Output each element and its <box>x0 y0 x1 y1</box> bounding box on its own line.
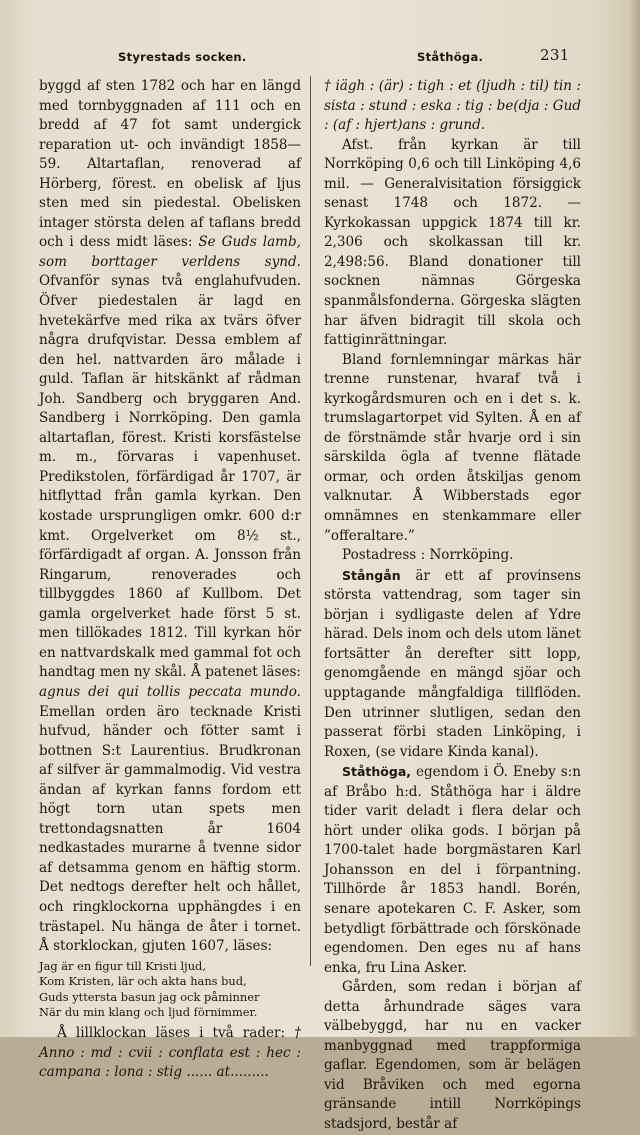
paragraph-text: byggd af sten 1782 och har en längd med tornbyggnaden af 111 och en bredd af 47 fot samt undergick reparation ut- och invändigt 1858—59. Altartaflan, renoverad af Hörberg, förest. en obelisk af ljus sten med sin piedestal. Obelisken intager största delen af taflans bredd och i dess midt läses: <box>39 78 301 251</box>
postal-address: Postadress : Norrköping. <box>342 547 514 564</box>
verse-line: Guds yttersta basun jag ock påminner <box>39 989 260 1004</box>
paragraph <box>39 77 301 957</box>
latin-inscription: agnus dei qui tollis peccata mundo. <box>39 683 301 700</box>
page-edge-shadow <box>628 0 640 1037</box>
latin-inscription: † Anno : md : cvii : conflata est : hec : campana : lona : stig ...... at......... <box>39 1024 301 1081</box>
right-column <box>324 77 581 1135</box>
paragraph-text: egendom i Ö. Eneby s:n af Bråbo h:d. Ståthöga har i äldre tider varit deladt i flera delar och hört under olika gods. I början på 1700-talet hade borgmästaren Karl Johansson en del i förpantning. Tillhörde år 1853 handl. Borén, senare apotekaren C. F. Asker, som betydligt förbättrade och förskönade egendomen. Den eges nu af hans enka, fru Lina Asker. <box>324 764 581 976</box>
paragraph-text: är ett af provinsens största vattendrag, som tager sin början i sydligaste delen af Ydre härad. Dels inom och dels utom länet fortsätter ån derefter sitt lopp, genomgående en mängd sjöar och upptagande mångfaldiga tillflöden. Den utrinner slutligen, sedan den passerat förbi staden Linköping, i Roxen, (se vidare Kinda kanal). <box>324 567 581 760</box>
verse-line: Kom Kristen, lär och akta hans bud, <box>39 974 247 989</box>
paragraph-text: Emellan orden äro tecknade Kristi hufvud, händer och fötter samt i bottnen S:t Laurentius. Brudkronan af silfver är gammalmodig. Vid vestra ändan af kyrkan fanns fordom ett högt torn utan spets men trettondagsnatten år 1604 nedkastades murarne å tvenne sidor af detsamma genom en häftig storm. Det nedtogs derefter helt och hållet, och ringklockorna upphängdes i en trästapel. Nu hänga de åter i tornet. Å storklockan, gjuten 1607, läses: <box>39 703 301 955</box>
bell-inscription-verse <box>39 959 301 1021</box>
verse-line: Jag är en figur till Kristi ljud, <box>39 958 206 973</box>
entry-heading-stathoga: Ståthöga, <box>342 764 412 780</box>
entry-heading-stangan: Stångån <box>342 567 401 583</box>
paragraph <box>324 762 581 978</box>
paragraph <box>39 1024 301 1083</box>
paragraph: Afst. från kyrkan är till Norrköping 0,6 och till Linköping 4,6 mil. — Generalvisitation försiggick senast 1748 och 1872. — Kyrkokassan uppgick 1874 till kr. 2,306 och skolkassan till kr. 2,498:56. Bland donationer till socknen nämnas Görgeska spanmålsfonderna. Görgeska slägten har äfven bidragit till skola och fattiginrättningar. <box>324 136 581 349</box>
paragraph-text: Å lillklockan läses i två rader: <box>57 1024 286 1041</box>
left-column <box>39 77 301 1083</box>
running-head <box>0 48 640 68</box>
inscription-continuation: † iägh : (är) : tigh : et (ljudh : til) tin : sista : stund : eska : tig : be(dja : Gud : (af : hjert)ans : grund. <box>324 78 582 134</box>
paragraph: Bland fornlemningar märkas här trenne runstenar, hvaraf två i kyrkogårdsmuren och en i det s. k. trumslagartorpet vid Sylten. Å en af de förstnämde står hvarje ord i sin särskilda ögla af tvenne flätade ormar, och orden åtskiljas genom valknutar. Å Wibberstads egor omnämnes en stenkammare eller ”offeraltare.” <box>324 351 581 544</box>
page-number: 231 <box>540 46 570 64</box>
paragraph-text: Ofvanför synas två englahufvuden. Öfver piedestalen är lagd en hvetekärfve med rika ax tvärs öfver några drufqvistar. Dessa emblem af den hel. nattvarden äro målade i guld. Taflan är hitskänkt af rådman Joh. Sandberg och bryggaren And. Sandberg i Norrköping. Den gamla altartaflan, förest. Kristi korsfästelse m. m., förvaras i vapenhuset. Predikstolen, förfärdigad år 1707, är hitflyttad från gamla kyrkan. Den kostade ursprungligen omkr. 600 d:r kmt. Orgelverket om 8½ st., förfärdigadt af organ. A. Jonsson från Ringarum, renoverades och tillbyggdes 1860 af Kullbom. Det gamla orgelverket hade först 5 st. men tillökades 1812. Till kyrkan hör en nattvardskalk med gammal fot och handtag men ny skål. Å patenet läses: <box>39 273 301 681</box>
paragraph <box>324 77 581 136</box>
running-head-left: Styrestads socken. <box>118 50 247 64</box>
italic-quote: Se Guds lamb, som borttager verldens synd. <box>39 234 301 270</box>
paragraph <box>324 566 581 762</box>
paragraph: Gården, som redan i början af detta århundrade säges vara välbebyggd, har nu en vacker manbyggnad med trappformiga gaflar. Egendomen, som är belägen vid Bråviken och med egorna gränsande intill Norrköpings stadsjord, består af <box>324 979 581 1132</box>
verse-line: När du min klang och ljud förnimmer. <box>39 1005 258 1020</box>
column-divider <box>310 76 311 966</box>
running-head-right: Ståthöga. <box>417 50 484 64</box>
